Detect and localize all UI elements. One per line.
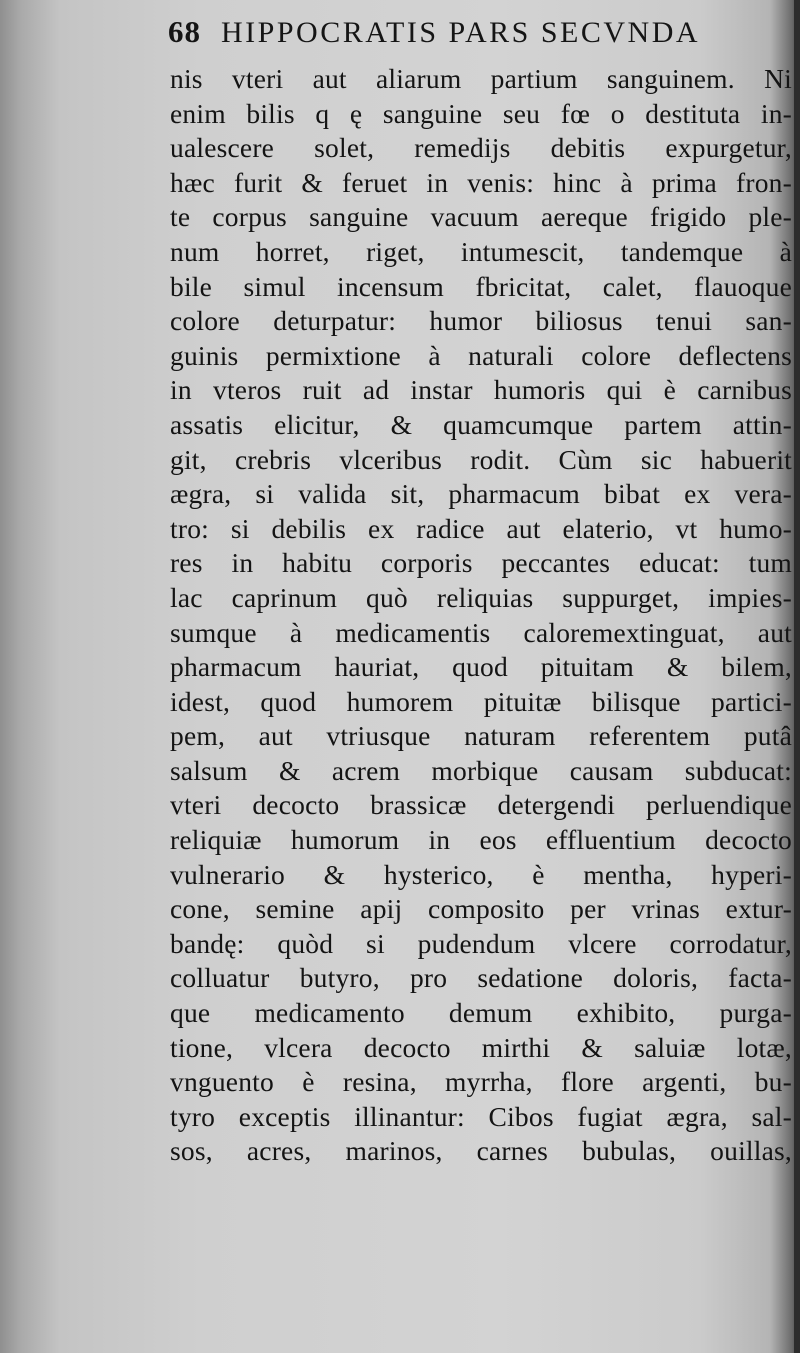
text-line: pharmacum hauriat, quod pituitam & bilem, bbox=[170, 651, 792, 683]
text-line: colluatur butyro, pro sedatione doloris, facta- bbox=[170, 962, 792, 994]
text-line: ægra, si valida sit, pharmacum bibat ex vera- bbox=[170, 478, 792, 510]
text-line: idest, quod humorem pituitæ bilisque partici- bbox=[170, 685, 792, 717]
text-line: vteri decocto brassicæ detergendi perluendique bbox=[170, 789, 792, 821]
text-line: pem, aut vtriusque naturam referentem putâ bbox=[170, 720, 792, 752]
text-line: tyro exceptis illinantur: Cibos fugiat ægra, sal- bbox=[170, 1100, 792, 1132]
text-line: num horret, riget, intumescit, tandemque à bbox=[170, 235, 792, 267]
text-line: bandę: quòd si pudendum vlcere corrodatur, bbox=[170, 927, 792, 959]
text-line: cone, semine apij composito per vrinas extur- bbox=[170, 893, 792, 925]
text-line: nis vteri aut aliarum partium sanguinem. Ni bbox=[170, 63, 792, 94]
body-text bbox=[170, 62, 795, 1169]
text-line: vulnerario & hysterico, è mentha, hyperi- bbox=[170, 858, 792, 890]
text-line: sumque à medicamentis caloremextinguat, aut bbox=[170, 616, 792, 648]
text-line: ualescere solet, remedijs debitis expurgetur, bbox=[170, 132, 792, 164]
text-line: tione, vlcera decocto mirthi & saluiæ lotæ, bbox=[170, 1031, 792, 1063]
text-line: in vteros ruit ad instar humoris qui è carnibus bbox=[170, 374, 792, 406]
text-line: te corpus sanguine vacuum aereque frigido ple- bbox=[170, 201, 792, 233]
text-line: bile simul incensum fbricitat, calet, flauoque bbox=[170, 270, 792, 302]
text-line: vnguento è resina, myrrha, flore argenti, bu- bbox=[170, 1066, 792, 1098]
text-line: guinis permixtione à naturali colore deflectens bbox=[170, 339, 792, 371]
page-number: 68 bbox=[168, 14, 201, 49]
text-line: reliquiæ humorum in eos effluentium decocto bbox=[170, 824, 792, 856]
text-line: assatis elicitur, & quamcumque partem attin- bbox=[170, 408, 792, 440]
running-head: HIPPOCRATIS PARS SECVNDA bbox=[221, 16, 701, 49]
text-line: salsum & acrem morbique causam subducat: bbox=[170, 754, 792, 786]
page-header bbox=[168, 14, 793, 60]
text-line: git, crebris vlceribus rodit. Cùm sic habuerit bbox=[170, 443, 792, 475]
text-line: que medicamento demum exhibito, purga- bbox=[170, 997, 792, 1029]
text-line: res in habitu corporis peccantes educat: tum bbox=[170, 547, 792, 579]
text-line: enim bilis q ę sanguine seu fœ o destituta in- bbox=[170, 97, 792, 129]
text-line: hæc furit & feruet in venis: hinc à prima fron- bbox=[170, 166, 792, 198]
text-line: tro: si debilis ex radice aut elaterio, vt humo- bbox=[170, 512, 792, 544]
text-line: colore deturpatur: humor biliosus tenui san- bbox=[170, 305, 792, 337]
text-line: sos, acres, marinos, carnes bubulas, ouillas, bbox=[170, 1135, 792, 1167]
text-line: lac caprinum quò reliquias suppurget, impies- bbox=[170, 581, 792, 613]
